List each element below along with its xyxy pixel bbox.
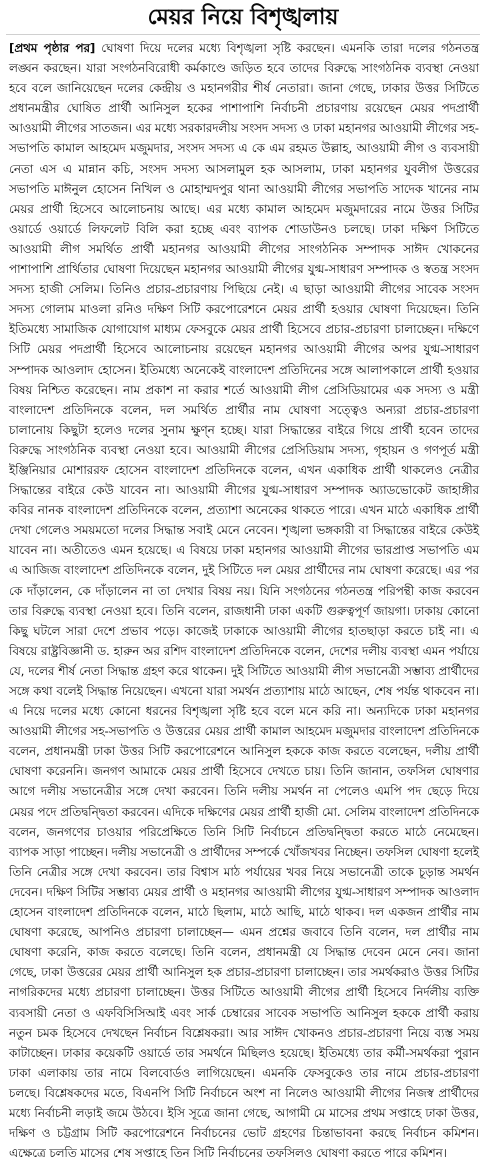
article-paragraph <box>9 38 479 1163</box>
headline: মেয়র নিয়ে বিশৃঙ্খলায় <box>147 5 339 30</box>
headline-divider <box>6 34 480 35</box>
headline-container <box>0 4 486 32</box>
article-body <box>9 38 479 1163</box>
continued-from-front-page-label: [প্রথম পৃষ্ঠার পর] <box>9 41 96 55</box>
article-text: ঘোষণা দিয়ে দলের মধ্যে বিশৃঙ্খলা সৃষ্টি করছেন। এমনকি তারা দলের গঠনতন্ত্র লঙ্ঘন করছেন। যারা সংগঠনবিরোধী কর্মকাণ্ডে জড়িত হবে তাদের বিরুদ্ধে সাংগঠনিক ব্যবস্থা নেওয়া হবে বলে জানিয়েছেন দলের কেন্দ্রীয় ও মহানগরীর শীর্ষ নেতারা। জানা গেছে, ঢাকার উত্তর সিটিতে প্রধানমন্ত্রীর ঘোষিত প্রার্থী আনিসুল হকের পাশাপাশি নির্বাচনী প্রচারণায় রয়েছেন মেয়র পদপ্রার্থী আওয়ামী লীগের সাতজন। এর মধ্যে সরকারদলীয় সংসদ সদস্য ও ঢাকা মহানগর আওয়ামী লীগের সহ-সভাপতি কামাল আহমেদ মজুমদার, সংসদ সদস্য এ কে এম রহমত উল্লাহ, আওয়ামী লীগ ও ব্যবসায়ী নেতা এস এ মান্নান কচি, সংসদ সদস্য আসলামুল হক আসলাম, ঢাকা মহানগর যুবলীগ উত্তরের সভাপতি মাঈনুল হোসেন নিখিল ও মোহাম্মদপুর থানা আওয়ামী লীগের সভাপতি সাদেক খানের নাম মেয়র প্রার্থী হিসেবে আলোচনায় আছে। এর মধ্যে কামাল আহমেদ মজুমদারের নামে উত্তর সিটির ওয়ার্ডে ওয়ার্ডে লিফলেট বিলি করা হচ্ছে এবং ব্যাপক শোডাউনও চলছে। ঢাকা দক্ষিণ সিটিতে আওয়ামী লীগ সমর্থিত প্রার্থী মহানগর আওয়ামী লীগের সাংগঠনিক সম্পাদক সাঈদ খোকনের পাশাপাশি প্রার্থিতার ঘোষণা দিয়েছেন মহানগর আওয়ামী লীগের যুগ্ম-সাধারণ সম্পাদক ও স্বতন্ত্র সংসদ সদস্য হাজী সেলিম। তিনিও প্রচার-প্রচারণায় পিছিয়ে নেই। এ ছাড়া আওয়ামী লীগের সাবেক সংসদ সদস্য গোলাম মাওলা রনিও দক্ষিণ সিটি করপোরেশনে মেয়র প্রার্থী হওয়ার ঘোষণা দিয়েছেন। তিনি ইতিমধ্যে সামাজিক যোগাযোগ মাধ্যম ফেসবুকে মেয়র প্রার্থী হিসেবে প্রচার-প্রচারণা চালাচ্ছেন। দক্ষিণে সিটি মেয়র পদপ্রার্থী হিসেবে আলোচনায় রয়েছেন মহানগর আওয়ামী লীগের অপর যুগ্ম-সাধারণ সম্পাদক আওলাদ হোসেন। ইতিমধ্যে অনেকেই বাংলাদেশ প্রতিদিনের সঙ্গে আলাপকালে প্রার্থী হওয়ার বিষয় নিশ্চিত করেছেন। নাম প্রকাশ না করার শর্তে আওয়ামী লীগ প্রেসিডিয়ামের এক সদস্য ও মন্ত্রী বাংলাদেশ প্রতিদিনকে বলেন, দল সমর্থিত প্রার্থীর নাম ঘোষণা সত্ত্বেও অন্যরা প্রচার-প্রচারণা চালানোয় কিছুটা হলেও দলের সুনাম ক্ষুণ্ন হচ্ছে। যারা সিদ্ধান্তের বাইরে গিয়ে প্রার্থী হবেন তাদের বিরুদ্ধে সাংগঠনিক ব্যবস্থা নেওয়া হবে। আওয়ামী লীগের প্রেসিডিয়াম সদস্য, গৃহায়ন ও গণপূর্ত মন্ত্রী ইঞ্জিনিয়ার মোশাররফ হোসেন বাংলাদেশ প্রতিদিনকে বলেন, এখন একাধিক প্রার্থী থাকলেও নেত্রীর সিদ্ধান্তের বাইরে কেউ যাবেন না। আওয়ামী লীগের যুগ্ম-সাধারণ সম্পাদক অ্যাডভোকেট জাহাঙ্গীর কবির নানক বাংলাদেশ প্রতিদিনকে বলেন, প্রত্যাশা অনেকের থাকতে পারে। এখন মাঠে একাধিক প্রার্থী দেখা গেলেও সময়মতো দলের সিদ্ধান্ত সবাই মেনে নেবেন। শৃঙ্খলা ভঙ্গকারী বা সিদ্ধান্তের বাইরে কেউই যাবেন না। অতীতেও এমন হয়েছে। এ বিষয়ে ঢাকা মহানগর আওয়ামী লীগের ভারপ্রাপ্ত সভাপতি এম এ আজিজ বাংলাদেশ প্রতিদিনকে বলেন, দুই সিটিতে দল মেয়র প্রার্থীদের নাম ঘোষণা করেছে। এর পর কে দাঁড়ালেন, কে দাঁড়ালেন না তা দেখার বিষয় নয়। যিনি সংগঠনের গঠনতন্ত্র পরিপন্থী কাজ করবেন তার বিরুদ্ধে ব্যবস্থা নেওয়া হবে। তিনি বলেন, রাজধানী ঢাকা একটি গুরুত্বপূর্ণ জায়গা। ঢাকায় কোনো কিছু ঘটলে সারা দেশে প্রভাব পড়ে। কাজেই ঢাকাকে আওয়ামী লীগের হাতছাড়া করতে চাই না। এ বিষয়ে রাষ্ট্রবিজ্ঞানী ড. হারুন অর রশিদ বাংলাদেশ প্রতিদিনকে বলেন, দেশের দলীয় ব্যবস্থা এমন পর্যায়ে যে, দলের শীর্ষ নেতা সিদ্ধান্ত গ্রহণ করে থাকেন। দুই সিটিতে আওয়ামী লীগ সভানেত্রী সম্ভাব্য প্রার্থীদের সঙ্গে কথা বলেই সিদ্ধান্ত নিয়েছেন। এখনো যারা সমর্থন প্রত্যাশায় মাঠে আছেন, শেষ পর্যন্ত থাকবেন না। এ নিয়ে দলের মধ্যে কোনো ধরনের বিশৃঙ্খলা সৃষ্টি হবে বলে মনে করি না। অন্যদিকে ঢাকা মহানগর আওয়ামী লীগের সহ-সভাপতি ও উত্তরের মেয়র প্রার্থী কামাল আহমেদ মজুমদার বাংলাদেশ প্রতিদিনকে বলেন, প্রধানমন্ত্রী ঢাকা উত্তর সিটি করপোরেশনে আনিসুল হককে কাজ করতে বলেছেন, দলীয় প্রার্থী ঘোষণা করেননি। জনগণ আমাকে মেয়র প্রার্থী হিসেবে দেখতে চায়। তিনি জানান, তফসিল ঘোষণার আগে দলীয় সভানেত্রীর সঙ্গে দেখা করবেন। তিনি দলীয় সমর্থন না পেলেও এমপি পদ ছেড়ে দিয়ে মেয়র পদে প্রতিদ্বন্দ্বিতা করবেন। এদিকে দক্ষিণের মেয়র প্রার্থী হাজী মো. সেলিম বাংলাদেশ প্রতিদিনকে বলেন, জনগণের চাওয়ার পরিপ্রেক্ষিতে তিনি সিটি নির্বাচনে প্রতিদ্বন্দ্বিতা করতে মাঠে নেমেছেন। ব্যাপক সাড়া পাচ্ছেন। দলীয় সভানেত্রী ও প্রার্থীদের সম্পর্কে খোঁজখবর নিচ্ছেন। তফসিল ঘোষণা হলেই তিনি নেত্রীর সঙ্গে দেখা করবেন। তার বিশ্বাস মাঠ পর্যায়ের খবর নিয়ে সভানেত্রী তাকে চূড়ান্ত সমর্থন দেবেন। দক্ষিণ সিটির সম্ভাব্য মেয়র প্রার্থী ও মহানগর আওয়ামী লীগের যুগ্ম-সাধারণ সম্পাদক আওলাদ হোসেন বাংলাদেশ প্রতিদিনকে বলেন, মাঠে ছিলাম, মাঠে আছি, মাঠে থাকব। দল একজন প্রার্থীর নাম ঘোষণা করেছে, আপনিও প্রচারণা চালাচ্ছেন— এমন প্রশ্নের জবাবে তিনি বলেন, দল প্রার্থীর নাম ঘোষণা করেনি, কাজ করতে বলেছে। তিনি বলেন, প্রধানমন্ত্রী যে সিদ্ধান্ত দেবেন মেনে নেব। জানা গেছে, ঢাকা উত্তরের মেয়র প্রার্থী আনিসুল হক প্রচার-প্রচারণা চালাচ্ছেন। তার সমর্থকরাও উত্তর সিটির নাগরিকদের মধ্যে প্রচারণা চালাচ্ছেন। উত্তর সিটিতে আওয়ামী লীগের প্রার্থী হিসেবে নির্দলীয় ব্যক্তি ব্যবসায়ী নেতা ও এফবিসিসিআই এবং সার্ক চেম্বারের সাবেক সভাপতি আনিসুল হককে প্রার্থী করায় নতুন চমক হিসেবে দেখছেন নির্বাচন বিশ্লেষকরা। আর সাঈদ খোকনও প্রচার-প্রচারণা নিয়ে ব্যস্ত সময় কাটাচ্ছেন। ঢাকার কয়েকটি ওয়ার্ডে তার সমর্থনে মিছিলও হয়েছে। ইতিমধ্যে তার কর্মী-সমর্থকরা পুরান ঢাকা এলাকায় তার নামে বিলবোর্ডও লাগিয়েছেন। এমনকি ফেসবুকেও তার নামে প্রচার-প্রচারণা চলছে। বিশ্লেষকদের মতে, বিএনপি সিটি নির্বাচনে অংশ না নিলেও আওয়ামী লীগের নিজস্ব প্রার্থীদের মধ্যে নির্বাচনী লড়াই জমে উঠবে। ইসি সূত্রে জানা গেছে, আগামী মে মাসের প্রথম সপ্তাহে ঢাকা উত্তর, দক্ষিণ ও চট্টগ্রাম সিটি করপোরেশনে নির্বাচনের ভোট গ্রহণের চিন্তাভাবনা করছে নির্বাচন কমিশন। এক্ষেত্রে চলতি মাসের শেষ সপ্তাহে তিন সিটি নির্বাচনের তফসিলও ঘোষণা করতে পারে কমিশন। <box>9 41 479 1161</box>
